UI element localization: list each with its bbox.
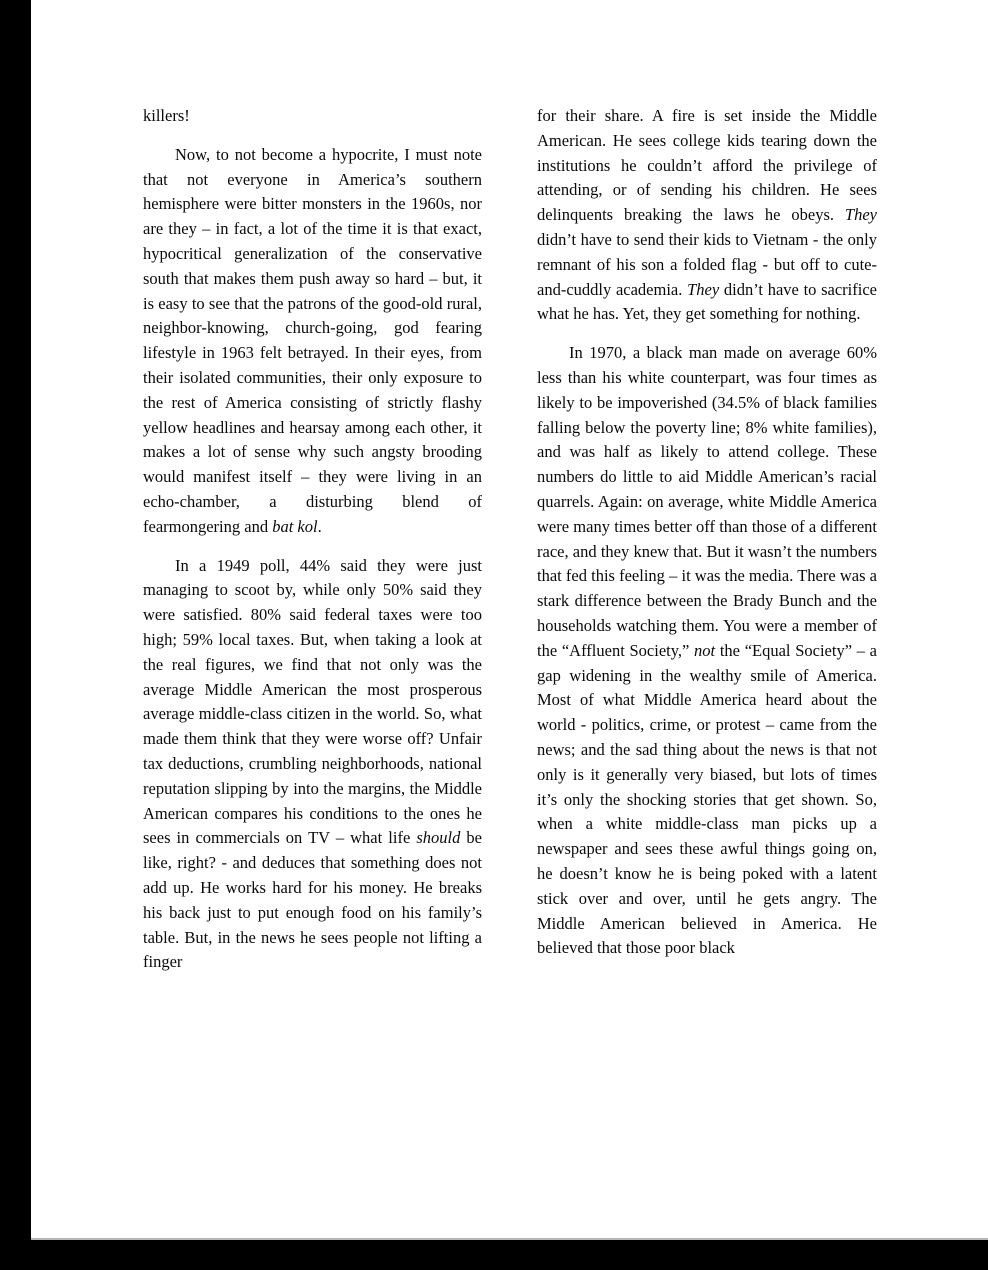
text-run: Now, to not become a hypocrite, I must note that not everyone in America’s southern hemisphere were bitter monsters in the 1960s, nor are they – in fact, a lot of the time it is that exact, hypocritical generalization of the conservative south that makes them push away so hard – but, it is easy to see that the patrons of the good-old rural, neighbor-knowing, church-going, god fearing lifestyle in 1963 felt betrayed. In their eyes, from their isolated communities, their only exposure to the rest of America consisting of strictly flashy yellow headlines and hearsay among each other, it makes a lot of sense why such angsty brooding would manifest itself – they were living in an echo-chamber, a disturbing blend of fearmongering and [143, 144, 482, 536]
italic-text-run: not [694, 640, 716, 660]
text-column-right [537, 104, 877, 975]
text-column-left [143, 104, 482, 989]
text-run: the “Equal Society” – a gap widening in the wealthy smile of America. Most of what Middle America heard about the world - politics, crime, or protest – came from the news; and the sad thing about the news is that not only is it generally very biased, but lots of times it’s only the shocking stories that get shown. So, when a white middle-class man picks up a newspaper and sees these awful things going on, he doesn’t know he is being poked with a latent stick over and over, until he gets angry. The Middle American believed in America. He believed that those poor black [537, 640, 877, 958]
italic-text-run: bat kol [272, 516, 318, 536]
text-run: . [317, 516, 322, 536]
paragraph [537, 104, 877, 327]
text-run: killers! [143, 106, 190, 125]
text-run: didn’t have to sacrifice what he has. Yet, they get something for nothing. [537, 279, 877, 324]
paragraph [143, 554, 482, 976]
text-run: didn’t have to send their kids to Vietnam - the only remnant of his son a folded flag - but off to cute-and-cuddly academia. [537, 229, 877, 299]
bottom-letterbox [0, 1240, 988, 1270]
text-run: In 1970, a black man made on average 60% less than his white counterpart, was four times as likely to be impoverished (34.5% of black families falling below the poverty line; 8% white families), and was half as likely to attend college. These numbers do little to aid Middle American’s racial quarrels. Again: on average, white Middle America were many times better off than those of a different race, and they knew that. But it wasn’t the numbers that fed this feeling – it was the media. There was a stark difference between the Brady Bunch and the households watching them. You were a member of the “Affluent Society,” [537, 343, 877, 660]
italic-text-run: should [416, 828, 461, 848]
document-page [31, 0, 988, 1238]
italic-text-run: They [844, 205, 877, 225]
text-run: In a 1949 poll, 44% said they were just managing to scoot by, while only 50% said they were satisfied. 80% said federal taxes were too high; 59% local taxes. But, when taking a look at the real figures, we find that not only was the average Middle American the most prosperous average middle-class citizen in the world. So, what made them think that they were worse off? Unfair tax deductions, crumbling neighborhoods, national reputation slipping by into the margins, the Middle American compares his conditions to the ones he sees in commercials on TV – what life [143, 555, 482, 848]
paragraph [143, 143, 482, 540]
paragraph [537, 341, 877, 961]
paragraph [143, 104, 482, 129]
text-run: for their share. A fire is set inside the Middle American. He sees college kids tearing down the institutions he couldn’t afford the privilege of attending, or of sending his children. He sees delinquents breaking the laws he obeys. [537, 106, 877, 225]
text-run: be like, right? - and deduces that something does not add up. He works hard for his money. He breaks his back just to put enough food on his family’s table. But, in the news he sees people not lifting a finger [143, 828, 482, 972]
italic-text-run: They [687, 279, 720, 299]
